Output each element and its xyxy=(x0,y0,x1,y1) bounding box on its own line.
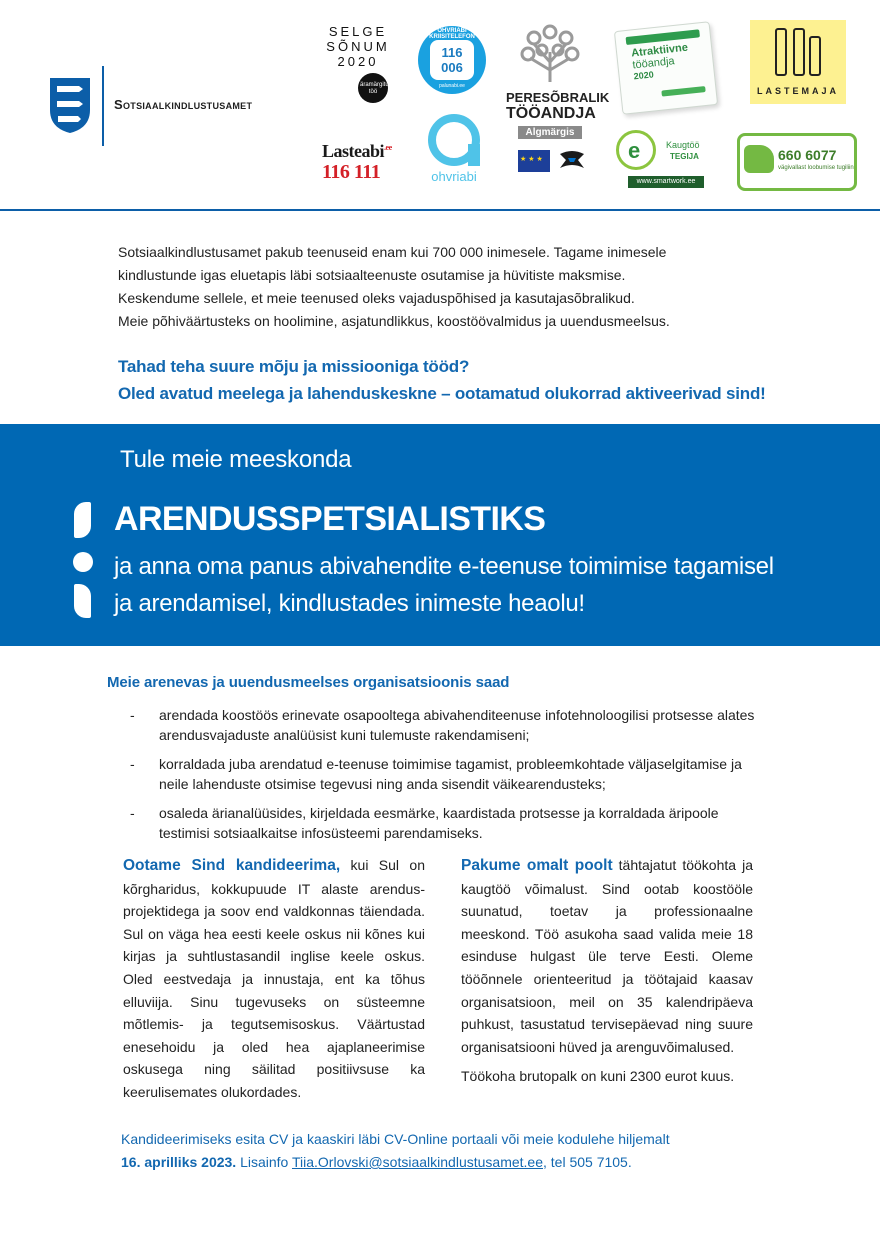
eu-funding-badge xyxy=(518,148,590,184)
benefits-lead: Pakume omalt poolt xyxy=(461,857,613,874)
ohvriabi-badge: ohvriabi xyxy=(424,114,484,190)
agency-logo xyxy=(48,64,308,148)
coat-of-arms-icon xyxy=(48,76,92,134)
e-letter-icon: e xyxy=(616,130,656,170)
job-title: ARENDUSSPETSIALISTIKS xyxy=(114,500,546,538)
duties-list xyxy=(130,705,770,852)
speech-bubble-icon: äramärgitud töö xyxy=(358,73,388,103)
estonia-swallow-icon xyxy=(558,148,586,172)
hand-icon xyxy=(744,145,774,173)
brand-mark-leaf-icon xyxy=(74,502,91,538)
requirements-lead: Ootame Sind kandideerima, xyxy=(123,857,341,874)
children-icon xyxy=(773,28,823,82)
badge-stripe xyxy=(661,86,705,97)
lastemaja-badge: LASTEMAJA xyxy=(750,20,846,104)
crisis-line-badge: OHVRIABI KRIISITELEFON 116 006 palunabi.ee xyxy=(418,26,486,94)
application-info: Kandideerimiseks esita CV ja kaaskiri läbi CV-Online portaali või meie kodulehe hiljemalt 16. aprilliks 2023. Lisainfo Tiia.Orlovski@sotsiaalkindlustusamet.ee, tel 505 7105. xyxy=(121,1131,670,1170)
list-item: - korraldada juba arendatud e-teenuse toimimise tagamist, probleemkohtade väljaselgitamise ja neile lahenduste otsimise tegevusi ning anda sisendit väikearendusteks; xyxy=(130,756,742,792)
remote-work-badge: e Kaugtöö TEGIJA www.smartwork.ee xyxy=(616,130,706,188)
tagline: Tahad teha suure mõju ja missiooniga tööd? Oled avatud meelega ja lahenduskeskne – ootamatud olukorrad aktiveerivad sind! xyxy=(118,357,766,403)
list-item: - osaleda ärianalüüsides, kirjeldada eesmärke, kaardistada protsesse ja korraldada äripoole testimisi sotsiaalkaitse infosüsteemi parendamiseks. xyxy=(130,805,719,841)
job-title-banner xyxy=(0,424,880,646)
header-divider xyxy=(0,209,880,211)
banner-kicker: Tule meie meeskonda xyxy=(120,446,352,473)
tree-icon xyxy=(520,22,580,84)
help-line-badge: 660 6077 vägivallast loobumise tugiliin xyxy=(737,133,857,191)
chat-bubble-icon: 116 006 xyxy=(430,40,474,80)
family-friendly-employer-badge: PERESÕBRALIK TÖÖANDJA Algmärgis xyxy=(506,22,594,140)
lasteabi-badge: Lasteabi$^{.ee}$ 116 111 xyxy=(322,141,392,183)
ohvriabi-logo-icon xyxy=(428,114,480,166)
salary-info: Töökoha brutopalk on kuni 2300 eurot kuus. xyxy=(461,1068,735,1084)
deadline: 16. aprilliks 2023. xyxy=(121,1154,237,1170)
selge-sonum-badge: SELGE SÕNUM 2020 äramärgitud töö xyxy=(320,24,396,120)
brand-mark-dot-icon xyxy=(73,552,93,572)
list-item: - arendada koostöös erinevate osapooltega abivahenditeenuse infotehnoloogilisi protsesse alates arendusvajaduste analüüsist kuni tulemuste rakendamiseni; xyxy=(130,707,755,743)
intro-paragraph: Sotsiaalkindlustusamet pakub teenuseid enam kui 700 000 inimesele. Tagame inimesele kindlustunde igas eluetapis läbi sotsiaalteenuste osutamise ja hüvitiste maksmise. Keskendume sellele, et meie teenused oleks vajaduspõhised ja kasutajasõbralikud. Meie põhiväärtusteks on hoolimine, asjatundlikkus, koostöövalmidus ja uuendusmeelsus. xyxy=(118,244,670,329)
requirements-paragraph: Ootame Sind kandideerima, kui Sul on kõrgharidus, kokkupuude IT alaste arendus-projektidega ja soov end valdkonnas täiendada. Sul on väga hea eesti keele oskus nii kõnes kui kirjas ja suhtlustasandil inglise keele oskus. Oled eestvedaja ja innustaja, ent ka tõhus elluviija. Sinu tugevuseks on süsteemne mõtlemis- ja tegutsemisoskus. Väärtustad enesehoidu ja oled hea ajaplaneerimise oskusega ning säilitad positiivsuse ka keerulisemates olukordades. xyxy=(123,857,426,1100)
brand-mark-leaf-icon xyxy=(74,584,91,618)
contact-email-link[interactable]: Tiia.Orlovski@sotsiaalkindlustusamet.ee xyxy=(291,1154,543,1170)
agency-name: Sotsiaalkindlustusamet xyxy=(114,97,253,112)
job-description: ja anna oma panus abivahendite e-teenuse toimimise tagamisel ja arendamisel, kindlustades inimeste heaolu! xyxy=(114,553,774,617)
attractive-employer-badge: Atraktiivne tööandja 2020 xyxy=(614,21,718,115)
benefits-paragraph: Pakume omalt poolt tähtajatut töökohta ja kaugtöö võimalust. Sind ootab koostööle suunatud, toetav ja professionaalne meeskond. Töö asukoha saad valida meie 18 esinduse hulgast üle terve Eesti. Oleme tööõnnele orienteeritud ja töötajaid kaasav organisatsioon, meil on 35 kalendripäeva puhkust, tasustatud tervisepäevad ning suure organisatsiooni hüved ja arenguvõimalused. xyxy=(461,857,753,1055)
logo-divider xyxy=(102,66,104,146)
offer-heading: Meie arenevas ja uuendusmeelses organisatsioonis saad xyxy=(107,674,510,691)
eu-flag-icon xyxy=(518,150,550,172)
